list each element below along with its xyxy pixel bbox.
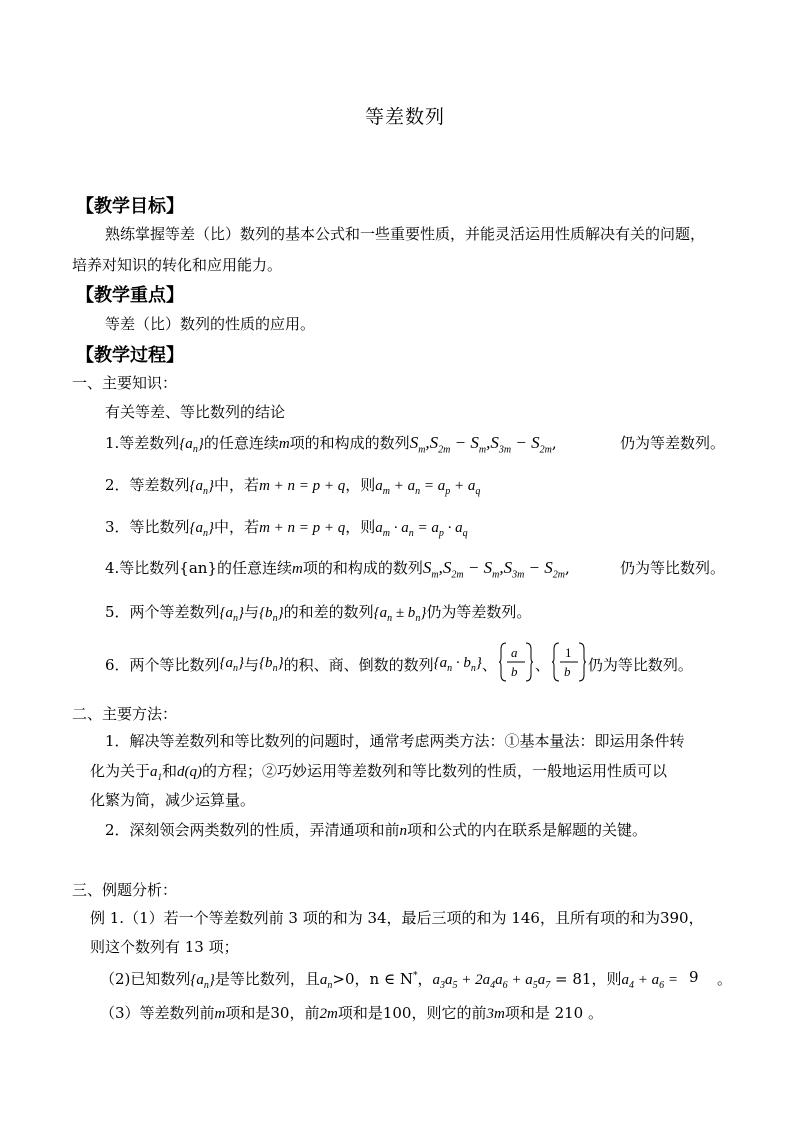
part2-heading: 二、主要方法： [72, 705, 178, 723]
example-1-line2: 则这个数列有 13 项； [90, 938, 239, 956]
svg-text:1: 1 [564, 645, 572, 660]
method-1-line1: 1．解决等差数列和等比数列的问题时，通常考虑两类方法：①基本量法：即运用条件转 [105, 732, 685, 750]
method-1-line2: 化为关于$a_1$和d(q)的方程；②巧妙运用等差数列和等比数列的性质，一般地运用性质可以 [90, 762, 668, 782]
method-1-line3: 化繁为简，减少运算量。 [90, 791, 256, 809]
section-heading-goal: 【教学目标】 [76, 196, 184, 217]
goal-text-line2: 培养对知识的转化和应用能力。 [72, 256, 283, 274]
knowledge-item-5: 5．两个等差数列$\{a_n\}$与$\{b_n\}$的和差的数列$\{a_n \pm b_n\}$仍为等差数列。 [105, 603, 532, 624]
page-title: 等差数列 [365, 106, 446, 128]
fraction-an-over-bn [499, 641, 533, 687]
example-1-part2: （2)已知数列$\{a_n\}$是等比数列，且$a_n>0$，n ∈ N*，$a_3a_5 + 2a_4a_6 + a_5a_7 = 81$，则$a_4 + a_6$ = [100, 970, 678, 991]
knowledge-item-4: 4.等比数列{an}的任意连续m项的和构成的数列$S_m,S_{2m} - S_m,S_{3m} - S_{2m}$, [105, 558, 570, 581]
section-heading-process: 【教学过程】 [76, 345, 184, 366]
example-1-part3: （3）等差数列前m项和是30，前2m项和是100，则它的前3m项和是 210 。 [100, 1004, 603, 1022]
svg-text:b: b [563, 664, 571, 679]
part1-intro: 有关等差、等比数列的结论 [105, 403, 286, 421]
knowledge-item-3: 3．等比数列$\{a_n\}$中，若m + n = p + q，则$a_m \cdot a_n = a_p \cdot a_q$ [105, 518, 468, 539]
key-text: 等差（比）数列的性质的应用。 [105, 315, 316, 333]
method-2: 2．深刻领会两类数列的性质，弄清通项和前n项和公式的内在联系是解题的关键。 [105, 821, 648, 839]
goal-text-line1: 熟练掌握等差（比）数列的基本公式和一些重要性质，并能灵活运用性质解决有关的问题， [105, 225, 706, 243]
svg-text:a: a [510, 645, 518, 660]
section-heading-key: 【教学重点】 [76, 285, 184, 306]
knowledge-item-4-end: 仍为等比数列。 [620, 559, 726, 577]
knowledge-item-1-end: 仍为等差数列。 [620, 434, 726, 452]
example-1-line1: 例 1.（1）若一个等差数列前 3 项的和为 34，最后三项的和为 146，且所有项的和为390， [90, 909, 704, 927]
knowledge-item-1: 1.等差数列$\{a_n\}$的任意连续m项的和构成的数列$S_m,S_{2m} - S_m,S_{3m} - S_{2m}$, [105, 433, 557, 456]
fraction-one-over-bn [552, 641, 586, 687]
part3-heading: 三、例题分析： [72, 881, 178, 899]
svg-text:b: b [510, 664, 518, 679]
example-1-part2-answer: 9 [689, 968, 699, 986]
knowledge-item-2: 2．等差数列$\{a_n\}$中，若m + n = p + q，则$a_m + a_n = a_p + a_q$ [105, 476, 481, 497]
knowledge-item-6: 6．两个等比数列 $\{a_n\}$ 与 $\{b_n\}$ 的积、商、倒数的数列 $\{a_n \cdot b_n\}$ 、 a b 、 1 b 仍为等比数列。 [105, 644, 693, 684]
part1-heading: 一、主要知识： [72, 374, 178, 392]
example-1-part2-end: 。 [717, 970, 733, 988]
